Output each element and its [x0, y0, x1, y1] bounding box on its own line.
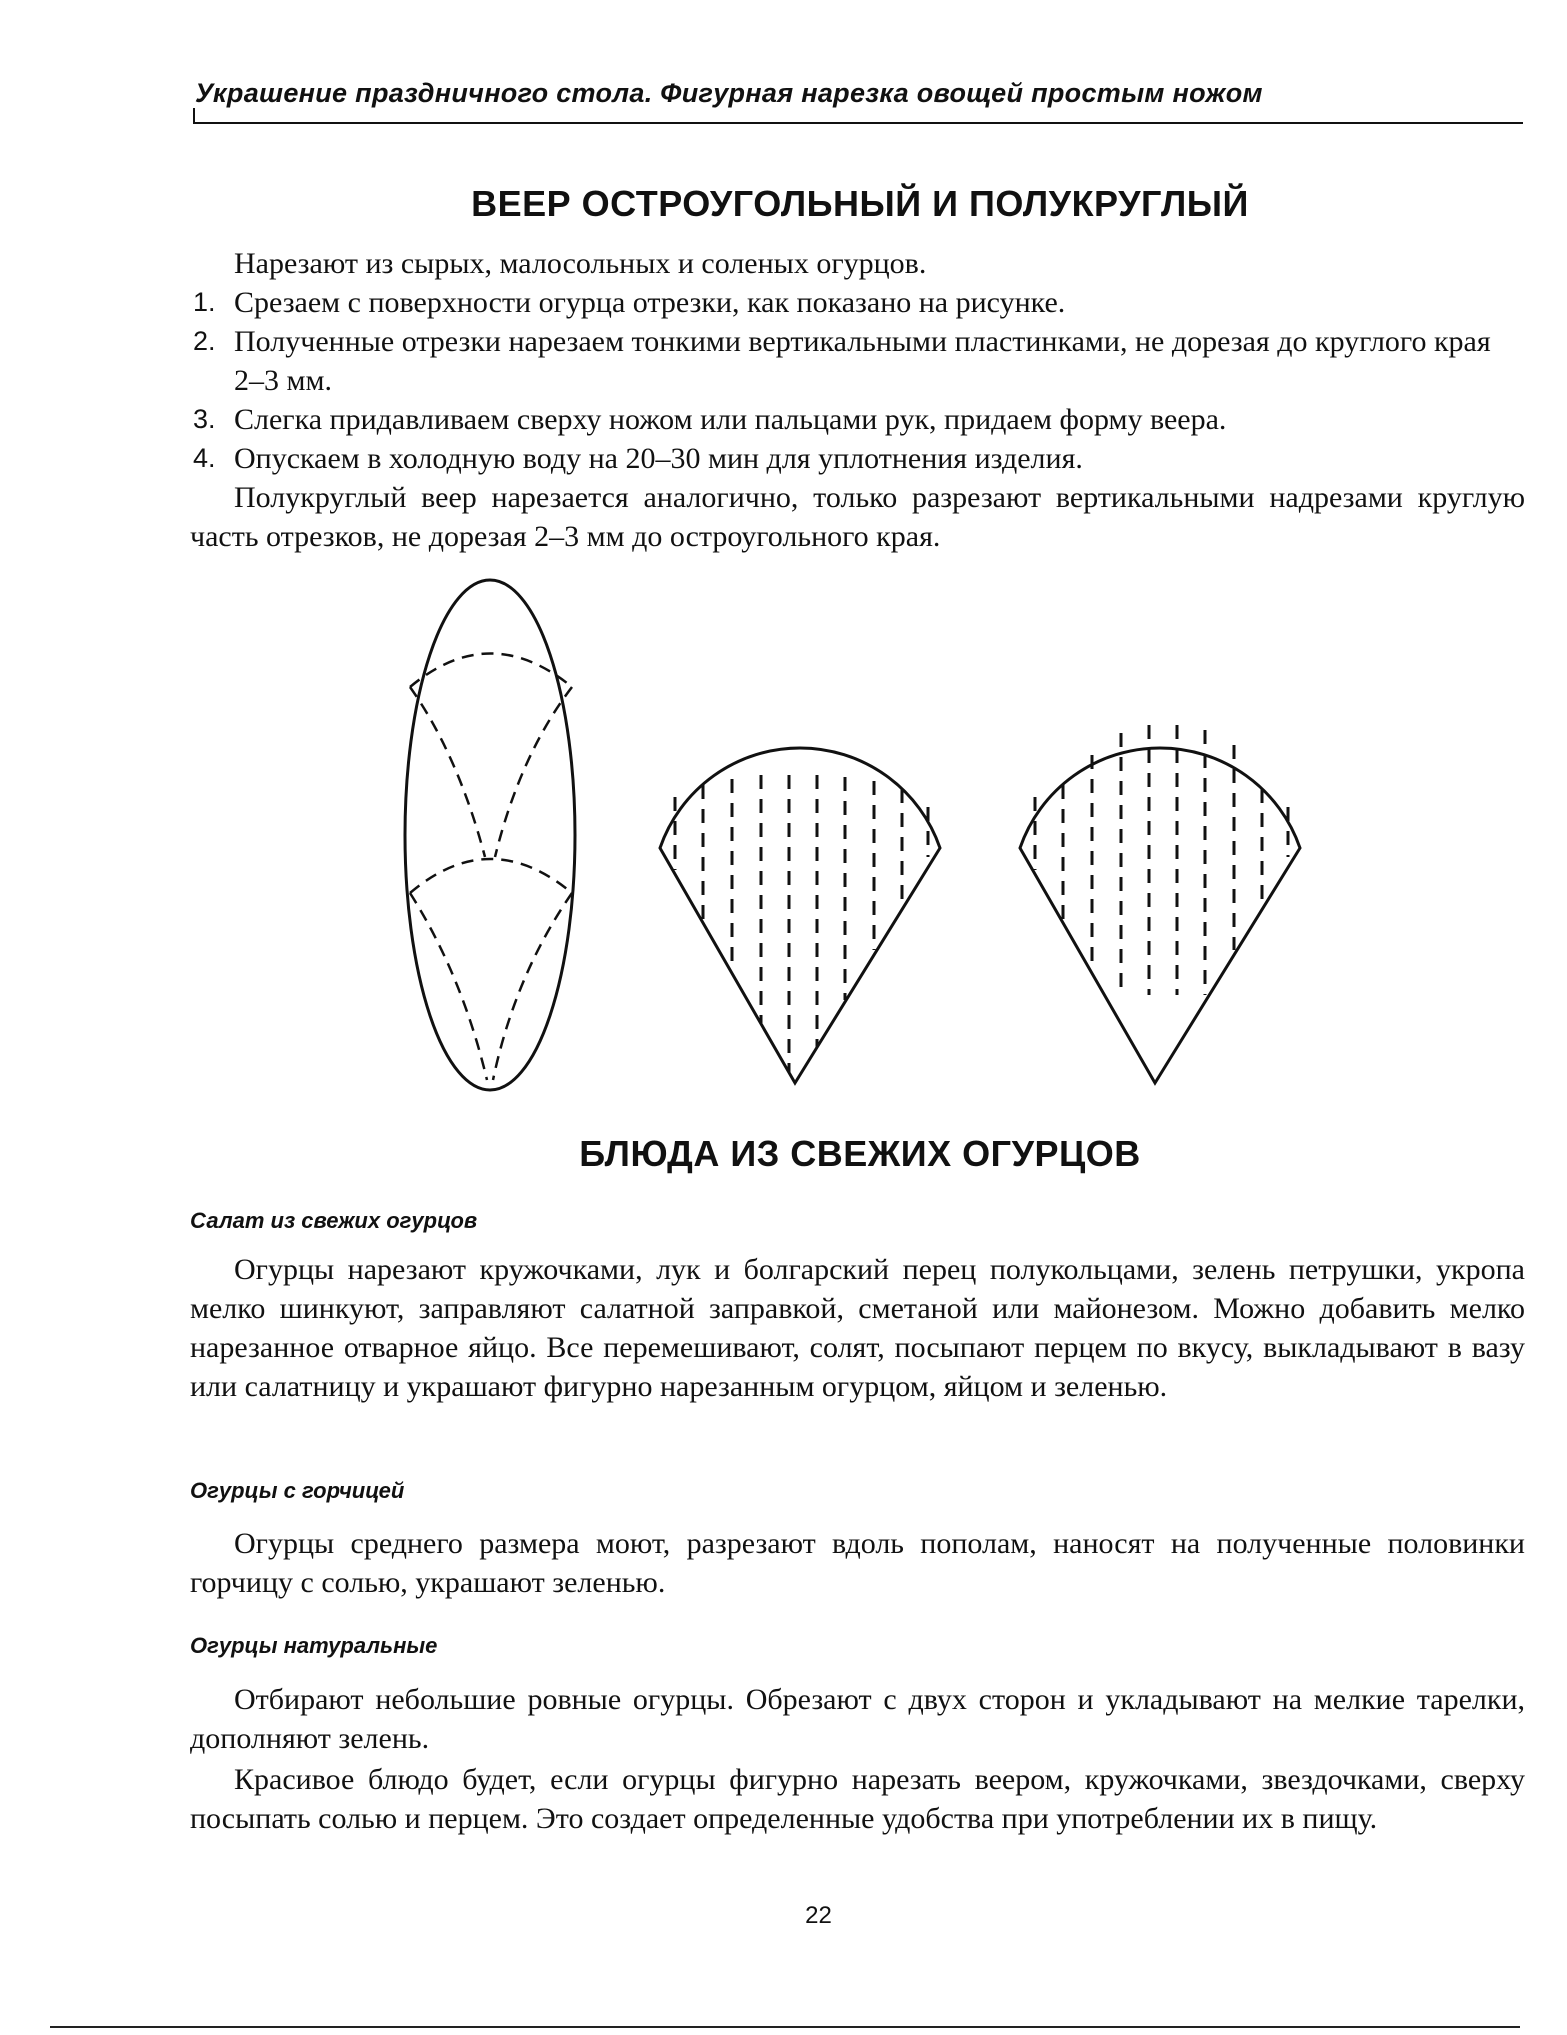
bottom-rule [50, 2026, 1520, 2028]
step-item [190, 439, 1525, 478]
step-number: 2. [193, 326, 216, 356]
cut-arc-lower [410, 859, 572, 893]
recipe-title: Огурцы с горчицей [190, 1478, 405, 1503]
step-item [190, 400, 1525, 439]
step-item [190, 322, 1525, 400]
step-text: Полученные отрезки нарезаем тонкими вертикальными пластинками, не дорезая до круглого края 2–3 мм. [234, 325, 1491, 397]
cucumber-fan-illustration [380, 575, 1320, 1100]
cut-curve [495, 687, 572, 857]
recipe-title: Огурцы натуральные [190, 1633, 438, 1658]
steps-list [190, 283, 1525, 478]
step-text: Слегка придавливаем сверху ножом или пальцами рук, придаем форму веера. [234, 403, 1227, 436]
semicircle-fan-note: Полукруглый веер нарезается аналогично, только разрезают вертикальными надрезами круглую часть отрезков, не дорезая 2–3 мм до остроугольного края. [190, 481, 1525, 553]
recipe-paragraph: Огурцы среднего размера моют, разрезают вдоль пополам, наносят на полученные половинки горчицу с солью, украшают зеленью. [190, 1527, 1525, 1599]
recipe-paragraph: Огурцы нарезают кружочками, лук и болгарский перец полукольцами, зелень петрушки, укропа мелко шинкуют, заправляют салатной заправкой, сметаной или майонезом. Можно добавить мелко нарезанное отварное яйцо. Все перемешивают, солят, посыпают перцем по вкусу, выкладывают в вазу или салатницу и украшают фигурно нарезанным огурцом, яйцом и зеленью. [190, 1253, 1525, 1403]
semicircle-fan-diagram [1020, 725, 1300, 1083]
cut-arc-upper [410, 654, 572, 688]
cut-curve [493, 893, 572, 1080]
section-title-fan: ВЕЕР ОСТРОУГОЛЬНЫЙ И ПОЛУКРУГЛЫЙ [471, 183, 1249, 224]
recipe-paragraph: Красивое блюдо будет, если огурцы фигурно нарезать веером, кружочками, звездочками, сверху посыпать солью и перцем. Это создает определенные удобства при употреблении их в пищу. [190, 1763, 1525, 1835]
cucumber-cut-diagram [405, 580, 575, 1090]
step-text: Опускаем в холодную воду на 20–30 мин для уплотнения изделия. [234, 442, 1083, 475]
step-text: Срезаем с поверхности огурца отрезки, как показано на рисунке. [234, 286, 1066, 319]
running-head-rule [193, 122, 1523, 124]
step-number: 4. [193, 443, 216, 473]
step-item [190, 283, 1525, 322]
running-head-tick [193, 108, 195, 122]
recipe-title: Салат из свежих огурцов [190, 1208, 478, 1233]
step-number: 1. [193, 287, 216, 317]
recipe-paragraph: Отбирают небольшие ровные огурцы. Обрезают с двух сторон и укладывают на мелкие тарелки, дополняют зелень. [190, 1683, 1525, 1755]
running-head: Украшение праздничного стола. Фигурная нарезка овощей простым ножом [195, 78, 1263, 108]
cucumber-outline [405, 580, 575, 1090]
section-intro: Нарезают из сырых, малосольных и соленых огурцов. [234, 247, 927, 280]
cut-curve [410, 687, 485, 857]
page-number: 22 [805, 1902, 832, 1929]
section-title-dishes: БЛЮДА ИЗ СВЕЖИХ ОГУРЦОВ [579, 1133, 1141, 1174]
pointed-fan-diagram [660, 748, 940, 1083]
step-number: 3. [193, 404, 216, 434]
